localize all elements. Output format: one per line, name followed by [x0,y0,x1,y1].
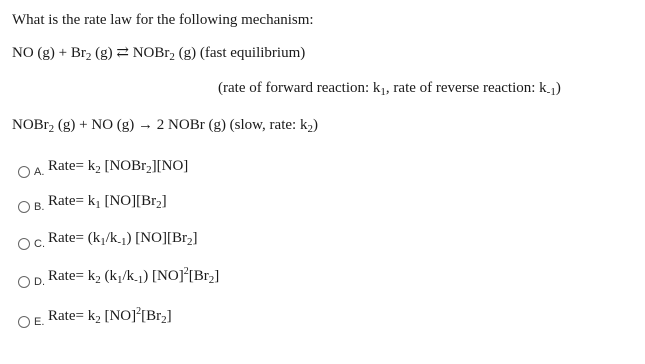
option-letter: E. [34,316,45,328]
equilibrium-arrow-icon: ⇄ [116,45,129,61]
option-rate-law: Rate= $k_2$ $(k_1/k_{-1})$ $[NO]^2[Br_2]$ [48,266,220,286]
mechanism-step-2: NOBr$_2$ (g) + NO (g) → 2 NOBr (g) (slow, rate: $k_2$) [12,117,318,135]
option-letter: B. [34,201,45,213]
radio-button-icon[interactable] [18,166,30,178]
option-rate-law: Rate= $k_1$ $[NO][Br_2]$ [48,193,167,211]
option-rate-law: Rate= $(k_1/k_{-1})$ $[NO][Br_2]$ [48,230,198,248]
mechanism-step-1: NO $(g) + Br_2$ (g) ⇄ NOBr$_2$ (g) (fast equilibrium) [12,45,306,63]
option-rate-law: Rate= $k_2$ [NOBr$_2$][NO] [48,158,189,176]
option-letter: D. [34,276,45,288]
radio-button-icon[interactable] [18,201,30,213]
option-rate-law: Rate= $k_2$ $[NO]^2[Br_2]$ [48,306,172,326]
radio-button-icon[interactable] [18,238,30,250]
radio-button-icon[interactable] [18,276,30,288]
question-text: What is the rate law for the following mechanism: [12,12,314,28]
rate-constants-note: (rate of forward reaction: $k_1$, rate of reverse reaction: $k_{-1}$) [218,80,561,98]
option-letter: A. [34,166,45,178]
radio-button-icon[interactable] [18,316,30,328]
reaction-arrow-icon: → [138,117,154,133]
option-letter: C. [34,238,45,250]
